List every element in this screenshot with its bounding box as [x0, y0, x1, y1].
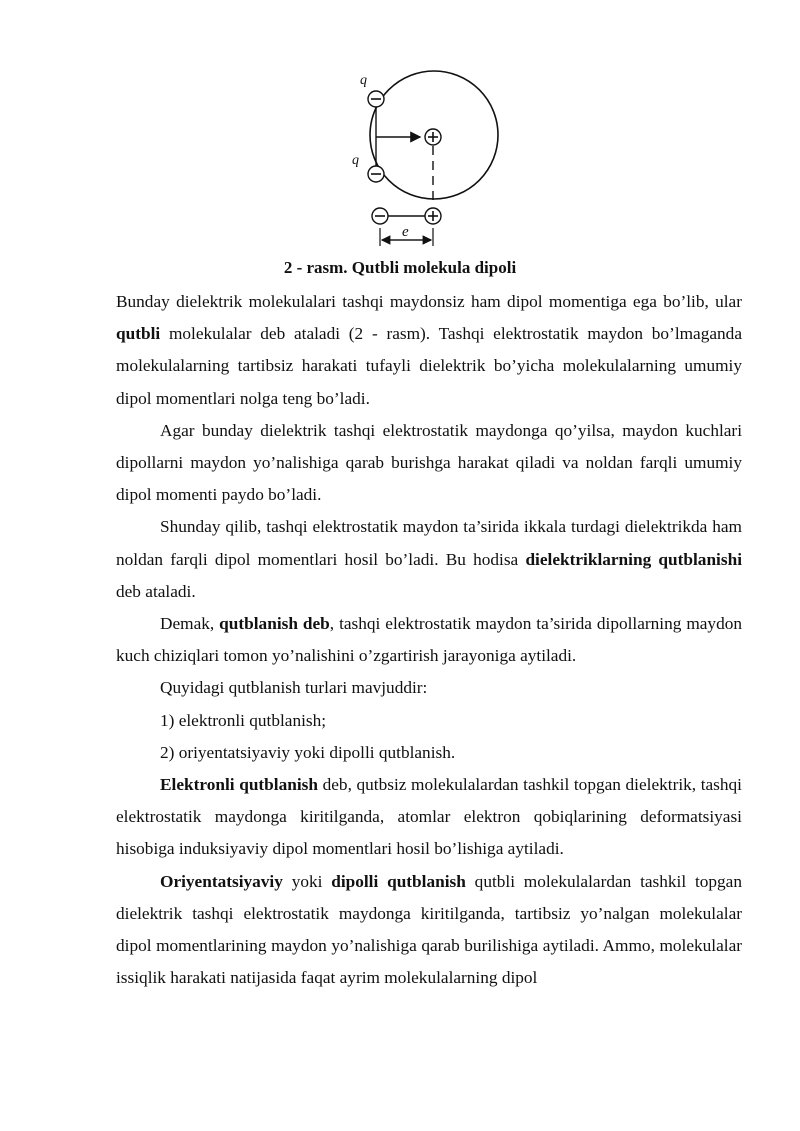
negative-charge-icon-top: [368, 91, 384, 107]
term-elektronli-qutblanish: Elektronli qutblanish: [160, 775, 318, 795]
label-q-bottom: q: [352, 153, 359, 168]
label-q-top: q: [360, 73, 367, 88]
polar-molecule-dipole-figure: [340, 70, 510, 255]
positive-charge-icon-center: [425, 129, 441, 145]
list-item-2: 2) oriyentatsiyaviy yoki dipolli qutblanish.: [160, 742, 456, 762]
term-oriyentatsiyaviy: Oriyentatsiyaviy: [160, 871, 283, 891]
paragraph-3: Shunday qilib, tashqi elektrostatik maydon ta’sirida ikkala turdagi dielektrikda ham noldan farqli dipol momentlari hosil bo’ladi. Bu hodisa dielektriklarning qutblanishi deb ataladi.: [116, 517, 742, 601]
body-text: [116, 286, 742, 994]
term-dipolli-qutblanish: dipolli qutblanish: [331, 871, 466, 891]
paragraph-1: Bunday dielektrik molekulalari tashqi maydonsiz ham dipol momentiga ega bo’lib, ular qutbli molekulalar deb ataladi (2 - rasm). Tashqi elektrostatik maydon bo’lmaganda molekulalarning tartibsiz harakati tufayli dielektrik bo’yicha molekulalarning umumiy dipol momentlari nolga teng bo’ladi.: [116, 292, 742, 408]
term-qutbli: qutbli: [116, 324, 161, 344]
term-dielektriklarning-qutblanishi: dielektriklarning qutblanishi: [525, 549, 742, 569]
paragraph-2: Agar bunday dielektrik tashqi elektrostatik maydonga qo’yilsa, maydon kuchlari dipollarni maydon yo’nalishiga qarab burishga harakat qiladi va noldan farqli umumiy dipol momenti paydo bo’ladi.: [116, 420, 742, 505]
positive-charge-icon-dipole: [425, 208, 441, 224]
paragraph-5: Quyidagi qutblanish turlari mavjuddir:: [160, 678, 428, 698]
paragraph-6: Elektronli qutblanish deb, qutbsiz molekulalardan tashkil topgan dielektrik, tashqi elektrostatik maydonga kiritilganda, atomlar elektron qobiqlarining deformatsiyasi hisobiga induksiyaviy dipol momentlari hosil bo’lishiga aytiladi.: [116, 775, 742, 859]
label-e: e: [402, 224, 409, 240]
figure-caption: 2 - rasm. Qutbli molekula dipoli: [283, 258, 517, 277]
paragraph-4: Demak, qutblanish deb, tashqi elektrostatik maydon ta’sirida dipollarning maydon kuch chiziqlari tomon yo’nalishini o’zgartirish jarayoniga aytiladi.: [116, 614, 742, 666]
negative-charge-icon-dipole: [372, 208, 388, 224]
paragraph-7: Oriyentatsiyaviy yoki dipolli qutblanish qutbli molekulalardan tashkil topgan dielektrik tashqi elektrostatik maydonga kiritilganda, tartibsiz yo’nalgan molekulalar dipol momentlarining maydon yo’nalishiga qarab burilishiga aytiladi. Ammo, molekulalar issiqlik harakati natijasida faqat ayrim molekulalarning dipol: [116, 871, 742, 988]
term-qutblanish-deb: qutblanish deb: [219, 614, 330, 634]
negative-charge-icon-bottom: [368, 166, 384, 182]
list-item-1: 1) elektronli qutblanish;: [160, 710, 327, 730]
